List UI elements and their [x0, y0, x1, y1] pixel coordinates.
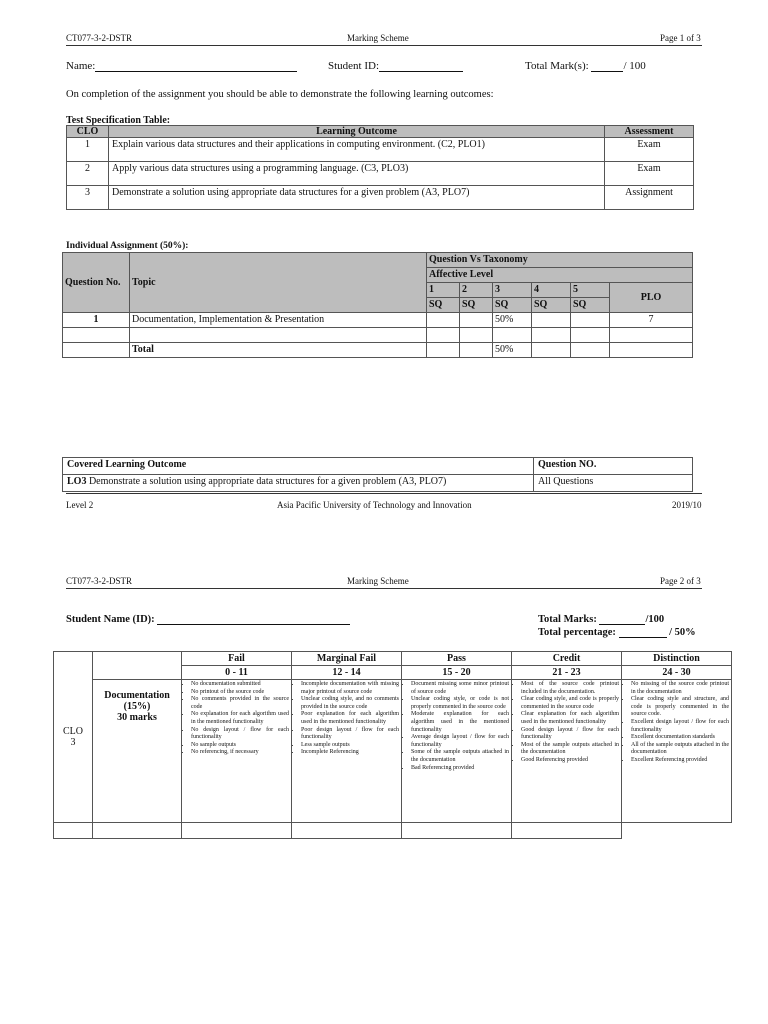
spec-header-outcome: Learning Outcome [109, 126, 605, 138]
total-marks-field [538, 614, 664, 625]
list-item: • No sample outputs [191, 742, 289, 750]
list-item: • Excellent documentation standards [631, 734, 729, 742]
page2-course-code: CT077-3-2-DSTR [66, 576, 132, 586]
name-blank[interactable] [95, 71, 297, 72]
total-percentage-blank[interactable] [619, 637, 667, 638]
plo-value: 7 [610, 313, 693, 328]
covered-questions: All Questions [534, 475, 693, 492]
sq-header: SQ [532, 298, 571, 313]
band-name-fail: Fail [182, 652, 292, 666]
list-item: • Incomplete Referencing [301, 749, 399, 757]
student-id-field [328, 60, 463, 72]
spec-header-clo: CLO [67, 126, 109, 138]
score-cell[interactable] [402, 823, 512, 839]
band-name-pass: Pass [402, 652, 512, 666]
assignment-empty-row [63, 328, 693, 343]
level-2-header: 2 [460, 283, 493, 298]
topic-header: Topic [130, 253, 427, 313]
list-item: • Good design layout / flow for each functionality [521, 727, 619, 742]
band-name-marginal-fail: Marginal Fail [292, 652, 402, 666]
page1-footer-university: Asia Pacific University of Technology and Innovation [277, 500, 472, 510]
question-topic: Documentation, Implementation & Presentation [130, 313, 427, 328]
list-item: • No design layout / flow for each functionality [191, 727, 289, 742]
total-percentage-of: / 50% [669, 627, 696, 638]
rubric-table [53, 651, 732, 839]
score-cell[interactable] [512, 823, 622, 839]
score-cell[interactable] [292, 823, 402, 839]
list-item: • No printout of the source code [191, 689, 289, 697]
spec-row [67, 138, 694, 162]
spec-row [67, 186, 694, 210]
spec-assessment: Exam [605, 138, 694, 162]
individual-assignment-table [62, 252, 693, 358]
total-mark-blank[interactable] [591, 71, 623, 72]
band-desc-credit [512, 680, 622, 823]
assignment-total-row [63, 343, 693, 358]
spec-clo: 3 [67, 186, 109, 210]
sq-header: SQ [571, 298, 610, 313]
student-id-label: Student ID: [328, 60, 380, 72]
intro-text: On completion of the assignment you should be able to demonstrate the following learning outcomes: [66, 89, 494, 100]
name-field [66, 60, 297, 72]
level-3-value: 50% [493, 313, 532, 328]
total-marks-blank[interactable] [599, 624, 645, 625]
student-name-blank[interactable] [157, 624, 350, 625]
rubric-score-row [54, 823, 732, 839]
band-range-distinction: 24 - 30 [622, 666, 732, 680]
affective-level-header: Affective Level [427, 268, 693, 283]
band-range-marginal-fail: 12 - 14 [292, 666, 402, 680]
total-mark-label: Total Mark(s): [525, 60, 589, 72]
total-percentage-label: Total percentage: [538, 627, 616, 638]
list-item: • All of the sample outputs attached in the documentation [631, 742, 729, 757]
covered-outcome-table [62, 457, 693, 492]
criterion-cell [93, 680, 182, 823]
band-desc-marginal-fail [292, 680, 402, 823]
criterion-name: Documentation [104, 690, 170, 701]
page1-page-number: Page 1 of 3 [660, 33, 701, 43]
total-mark-field [525, 60, 646, 72]
plo-header: PLO [610, 283, 693, 313]
total-level-3-value: 50% [493, 343, 532, 358]
rubric-clo-number: 3 [70, 737, 76, 748]
band-range-pass: 15 - 20 [402, 666, 512, 680]
page2-page-number: Page 2 of 3 [660, 576, 701, 586]
rubric-criterion-spacer [93, 652, 182, 680]
total-percentage-field [538, 627, 696, 638]
band-name-distinction: Distinction [622, 652, 732, 666]
list-item: • Excellent design layout / flow for each functionality [631, 719, 729, 734]
band-desc-pass [402, 680, 512, 823]
student-name-field [66, 614, 350, 625]
list-item: • Poor design layout / flow for each functionality [301, 727, 399, 742]
page1-course-code: CT077-3-2-DSTR [66, 33, 132, 43]
list-item: • No explanation for each algorithm used in the mentioned functionality [191, 711, 289, 726]
list-item: • Most of the sample outputs attached in the documentation [521, 742, 619, 757]
spec-outcome: Apply various data structures using a programming language. (C3, PLO3) [109, 162, 605, 186]
name-label: Name: [66, 60, 96, 72]
spec-row [67, 162, 694, 186]
list-item: • Poor explanation for each algorithm used in the mentioned functionality [301, 711, 399, 726]
lo-code: LO3 [67, 476, 87, 487]
spec-assessment: Assignment [605, 186, 694, 210]
list-item: • No referencing, if necessary [191, 749, 289, 757]
band-desc-distinction [622, 680, 732, 823]
spec-outcome: Demonstrate a solution using appropriate data structures for a given problem (A3, PLO7) [109, 186, 605, 210]
list-item: • Excellent Referencing provided [631, 757, 729, 765]
band-range-credit: 21 - 23 [512, 666, 622, 680]
spec-clo: 1 [67, 138, 109, 162]
level-1-header: 1 [427, 283, 460, 298]
page1-doc-title: Marking Scheme [347, 33, 409, 43]
list-item: • Clear coding style, and code is properly commented in the source code [521, 696, 619, 711]
score-cell[interactable] [93, 823, 182, 839]
list-item: • Bad Referencing provided [411, 765, 509, 773]
rubric-clo-cell [54, 652, 93, 823]
covered-outcome-header: Covered Learning Outcome [63, 458, 534, 475]
sq-header: SQ [493, 298, 532, 313]
total-marks-of: /100 [645, 614, 665, 625]
spec-assessment: Exam [605, 162, 694, 186]
level-4-header: 4 [532, 283, 571, 298]
list-item: • Moderate explanation for each algorithm used in the mentioned functionality [411, 711, 509, 734]
level-5-header: 5 [571, 283, 610, 298]
criterion-marks: 30 marks [117, 712, 157, 723]
criterion-weight: (15%) [123, 701, 151, 712]
list-item: • Document missing some minor printout of source code [411, 681, 509, 696]
student-id-blank[interactable] [379, 71, 463, 72]
page2-doc-title: Marking Scheme [347, 576, 409, 586]
qvt-header: Question Vs Taxonomy [427, 253, 693, 268]
covered-outcome-cell [63, 475, 534, 492]
list-item: • No missing of the source code printout in the documentation [631, 681, 729, 696]
total-marks-label: Total Marks: [538, 614, 597, 625]
list-item: • Clear coding style and structure, and code is properly commented in the source code. [631, 696, 729, 719]
band-desc-fail [182, 680, 292, 823]
sq-header: SQ [460, 298, 493, 313]
total-mark-of: / 100 [623, 60, 646, 72]
total-label: Total [130, 343, 427, 358]
page1-footer-rule [66, 493, 702, 494]
list-item: • Good Referencing provided [521, 757, 619, 765]
band-range-fail: 0 - 11 [182, 666, 292, 680]
list-item: • Average design layout / flow for each functionality [411, 734, 509, 749]
spec-outcome: Explain various data structures and their applications in computing environment. (C2, PLO1) [109, 138, 605, 162]
band-name-credit: Credit [512, 652, 622, 666]
list-item: • Less sample outputs [301, 742, 399, 750]
assignment-row [63, 313, 693, 328]
test-spec-table [66, 125, 694, 210]
list-item: • No documentation submitted [191, 681, 289, 689]
question-number: 1 [63, 313, 130, 328]
page2-header-rule [66, 588, 702, 589]
spec-header-assessment: Assessment [605, 126, 694, 138]
list-item: • Clear explanation for each algorithm used in the mentioned functionality [521, 711, 619, 726]
list-item: • Unclear coding style, or code is not properly commented in the source code [411, 696, 509, 711]
question-no-col-header: Question NO. [534, 458, 693, 475]
question-no-header: Question No. [63, 253, 130, 313]
student-name-label: Student Name (ID): [66, 614, 155, 625]
assignment-title: Individual Assignment (50%): [66, 241, 189, 251]
spec-clo: 2 [67, 162, 109, 186]
page1-footer-level: Level 2 [66, 500, 94, 510]
list-item: • Incomplete documentation with missing major printout of source code [301, 681, 399, 696]
level-3-header: 3 [493, 283, 532, 298]
rubric-clo-label: CLO [63, 726, 83, 737]
score-cell[interactable] [182, 823, 292, 839]
list-item: • No comments provided in the source code [191, 696, 289, 711]
list-item: • Some of the sample outputs attached in the documentation [411, 749, 509, 764]
list-item: • Unclear coding style, and no comments provided in the source code [301, 696, 399, 711]
lo-text: Demonstrate a solution using appropriate data structures for a given problem (A3, PLO7) [88, 476, 447, 487]
page1-header-rule [66, 45, 702, 46]
spec-table-title: Test Specification Table: [66, 115, 171, 126]
list-item: • Most of the source code printout included in the documentation. [521, 681, 619, 696]
page1-footer-date: 2019/10 [672, 500, 702, 510]
sq-header: SQ [427, 298, 460, 313]
